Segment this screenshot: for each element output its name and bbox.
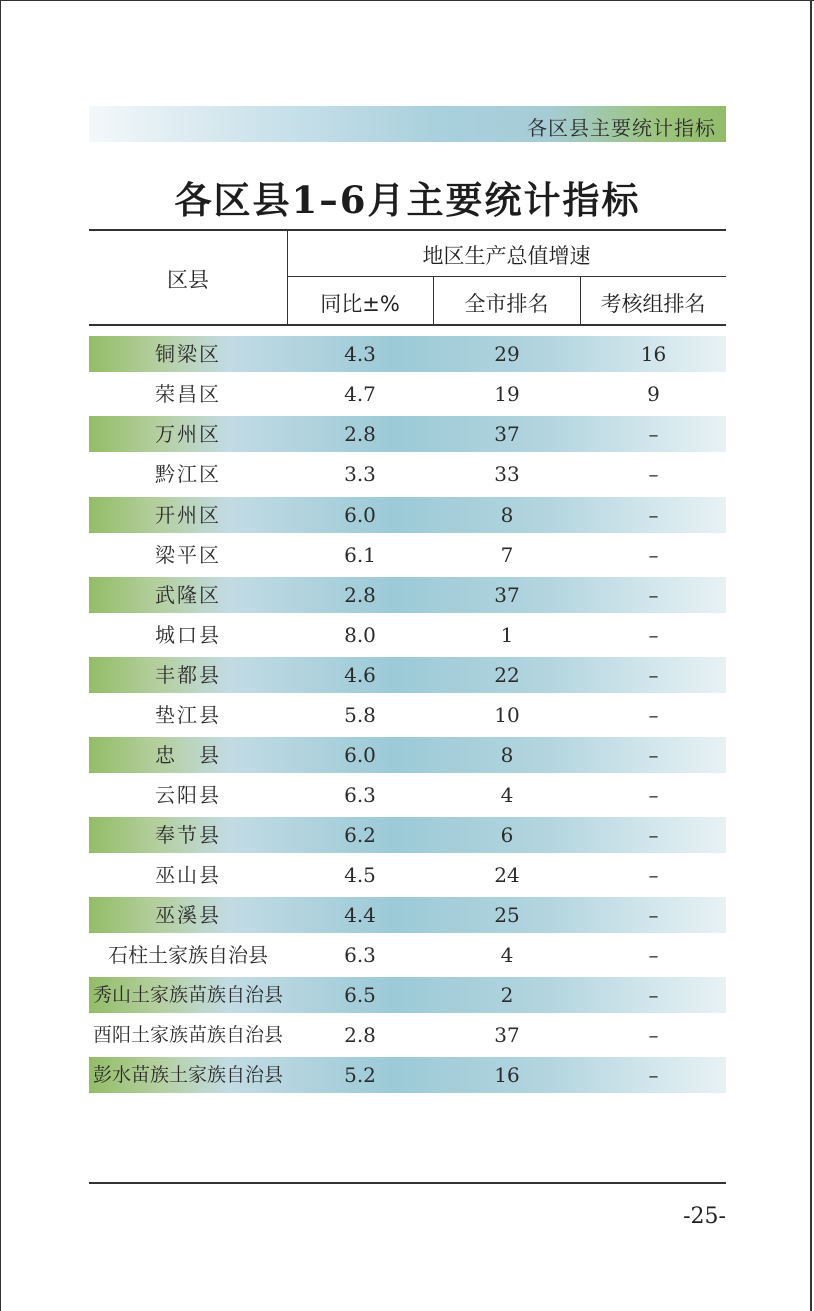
district-name: 梁平区 [155, 543, 221, 567]
table-row [89, 937, 726, 973]
group-rank-value: – [648, 1023, 659, 1047]
yoy-value: 6.3 [344, 783, 376, 807]
city-rank-value: 6 [500, 823, 514, 847]
city-rank-value: 4 [500, 943, 514, 967]
page-border-right [810, 0, 812, 1311]
city-rank-value: 33 [494, 462, 520, 486]
yoy-value: 6.0 [344, 503, 376, 527]
page-border-top [0, 0, 814, 1]
yoy-value: 2.8 [344, 422, 376, 446]
district-name: 荣昌区 [155, 382, 221, 406]
group-rank-value: 16 [640, 342, 667, 366]
header-district: 区县 [167, 268, 209, 292]
table-row [89, 416, 726, 452]
table-row [89, 817, 726, 853]
district-name: 云阳县 [155, 783, 221, 807]
table-row [89, 617, 726, 653]
city-rank-value: 25 [494, 903, 520, 927]
table-row [89, 336, 726, 372]
table-row [89, 497, 726, 533]
district-name: 酉阳土家族苗族自治县 [92, 1024, 283, 1046]
city-rank-value: 37 [494, 583, 520, 607]
table-row [89, 777, 726, 813]
district-name: 奉节县 [155, 823, 221, 847]
footer-rule [89, 1182, 726, 1184]
page-number: -25- [683, 1204, 726, 1229]
group-rank-value: – [648, 503, 659, 527]
page-border-left [0, 0, 1, 1311]
header-yoy: 同比±% [320, 292, 400, 316]
city-rank-value: 8 [500, 503, 514, 527]
yoy-value: 4.3 [344, 342, 376, 366]
city-rank-value: 4 [500, 783, 514, 807]
page-title: 各区县1–6月主要统计指标 [174, 178, 641, 222]
district-name: 开州区 [155, 503, 221, 527]
district-name: 万州区 [155, 422, 221, 446]
yoy-value: 4.5 [344, 863, 376, 887]
banner-title: 各区县主要统计指标 [527, 116, 716, 140]
yoy-value: 6.1 [344, 543, 376, 567]
table-row [89, 977, 726, 1013]
group-rank-value: – [648, 783, 659, 807]
table-row [89, 697, 726, 733]
table-row [89, 857, 726, 893]
yoy-value: 4.4 [344, 903, 376, 927]
yoy-value: 6.5 [344, 983, 376, 1007]
table-row [89, 897, 726, 933]
district-name: 忠 县 [155, 743, 221, 767]
district-name: 巫山县 [155, 863, 221, 887]
yoy-value: 4.7 [344, 382, 376, 406]
header-mid-rule [287, 276, 726, 277]
header-bottom-rule [89, 324, 726, 326]
district-name: 黔江区 [155, 462, 221, 486]
yoy-value: 5.2 [344, 1063, 376, 1087]
group-rank-value: – [648, 422, 659, 446]
table-row [89, 537, 726, 573]
group-rank-value: – [648, 583, 659, 607]
yoy-value: 6.3 [344, 943, 376, 967]
table-row [89, 577, 726, 613]
district-name: 彭水苗族土家族自治县 [92, 1064, 283, 1086]
yoy-value: 3.3 [344, 462, 376, 486]
district-name: 城口县 [155, 623, 221, 647]
group-rank-value: – [648, 743, 659, 767]
city-rank-value: 37 [494, 422, 520, 446]
yoy-value: 8.0 [344, 623, 376, 647]
city-rank-value: 8 [500, 743, 514, 767]
group-rank-value: – [648, 623, 659, 647]
city-rank-value: 29 [494, 342, 520, 366]
yoy-value: 4.6 [344, 663, 376, 687]
district-name: 武隆区 [155, 583, 221, 607]
group-rank-value: – [648, 823, 659, 847]
header-gdp-growth: 地区生产总值增速 [422, 244, 591, 268]
group-rank-value: – [648, 983, 659, 1007]
group-rank-value: – [648, 863, 659, 887]
yoy-value: 2.8 [344, 1023, 376, 1047]
header-group-rank: 考核组排名 [600, 292, 706, 316]
district-name: 丰都县 [155, 663, 221, 687]
table-row [89, 456, 726, 492]
table-top-rule [89, 229, 726, 231]
district-name: 石柱土家族自治县 [108, 943, 268, 967]
city-rank-value: 19 [494, 382, 520, 406]
district-name: 铜梁区 [155, 342, 221, 366]
table-row [89, 376, 726, 412]
group-rank-value: – [648, 903, 659, 927]
group-rank-value: – [648, 663, 659, 687]
city-rank-value: 7 [500, 543, 514, 567]
city-rank-value: 22 [494, 663, 520, 687]
group-rank-value: – [648, 1063, 659, 1087]
city-rank-value: 16 [494, 1063, 520, 1087]
city-rank-value: 37 [494, 1023, 520, 1047]
city-rank-value: 10 [494, 703, 520, 727]
city-rank-value: 2 [500, 983, 514, 1007]
table-row [89, 737, 726, 773]
yoy-value: 5.8 [344, 703, 376, 727]
section-banner [89, 106, 726, 142]
table-row [89, 1017, 726, 1053]
group-rank-value: – [648, 703, 659, 727]
header-city-rank: 全市排名 [464, 292, 549, 316]
district-name: 垫江县 [155, 703, 221, 727]
district-name: 巫溪县 [155, 903, 221, 927]
yoy-value: 6.2 [344, 823, 376, 847]
group-rank-value: – [648, 943, 659, 967]
table-row [89, 1057, 726, 1093]
district-name: 秀山土家族苗族自治县 [92, 984, 283, 1006]
city-rank-value: 1 [500, 623, 514, 647]
yoy-value: 2.8 [344, 583, 376, 607]
group-rank-value: – [648, 543, 659, 567]
table-row [89, 657, 726, 693]
group-rank-value: 9 [647, 382, 660, 406]
group-rank-value: – [648, 462, 659, 486]
yoy-value: 6.0 [344, 743, 376, 767]
city-rank-value: 24 [494, 863, 520, 887]
